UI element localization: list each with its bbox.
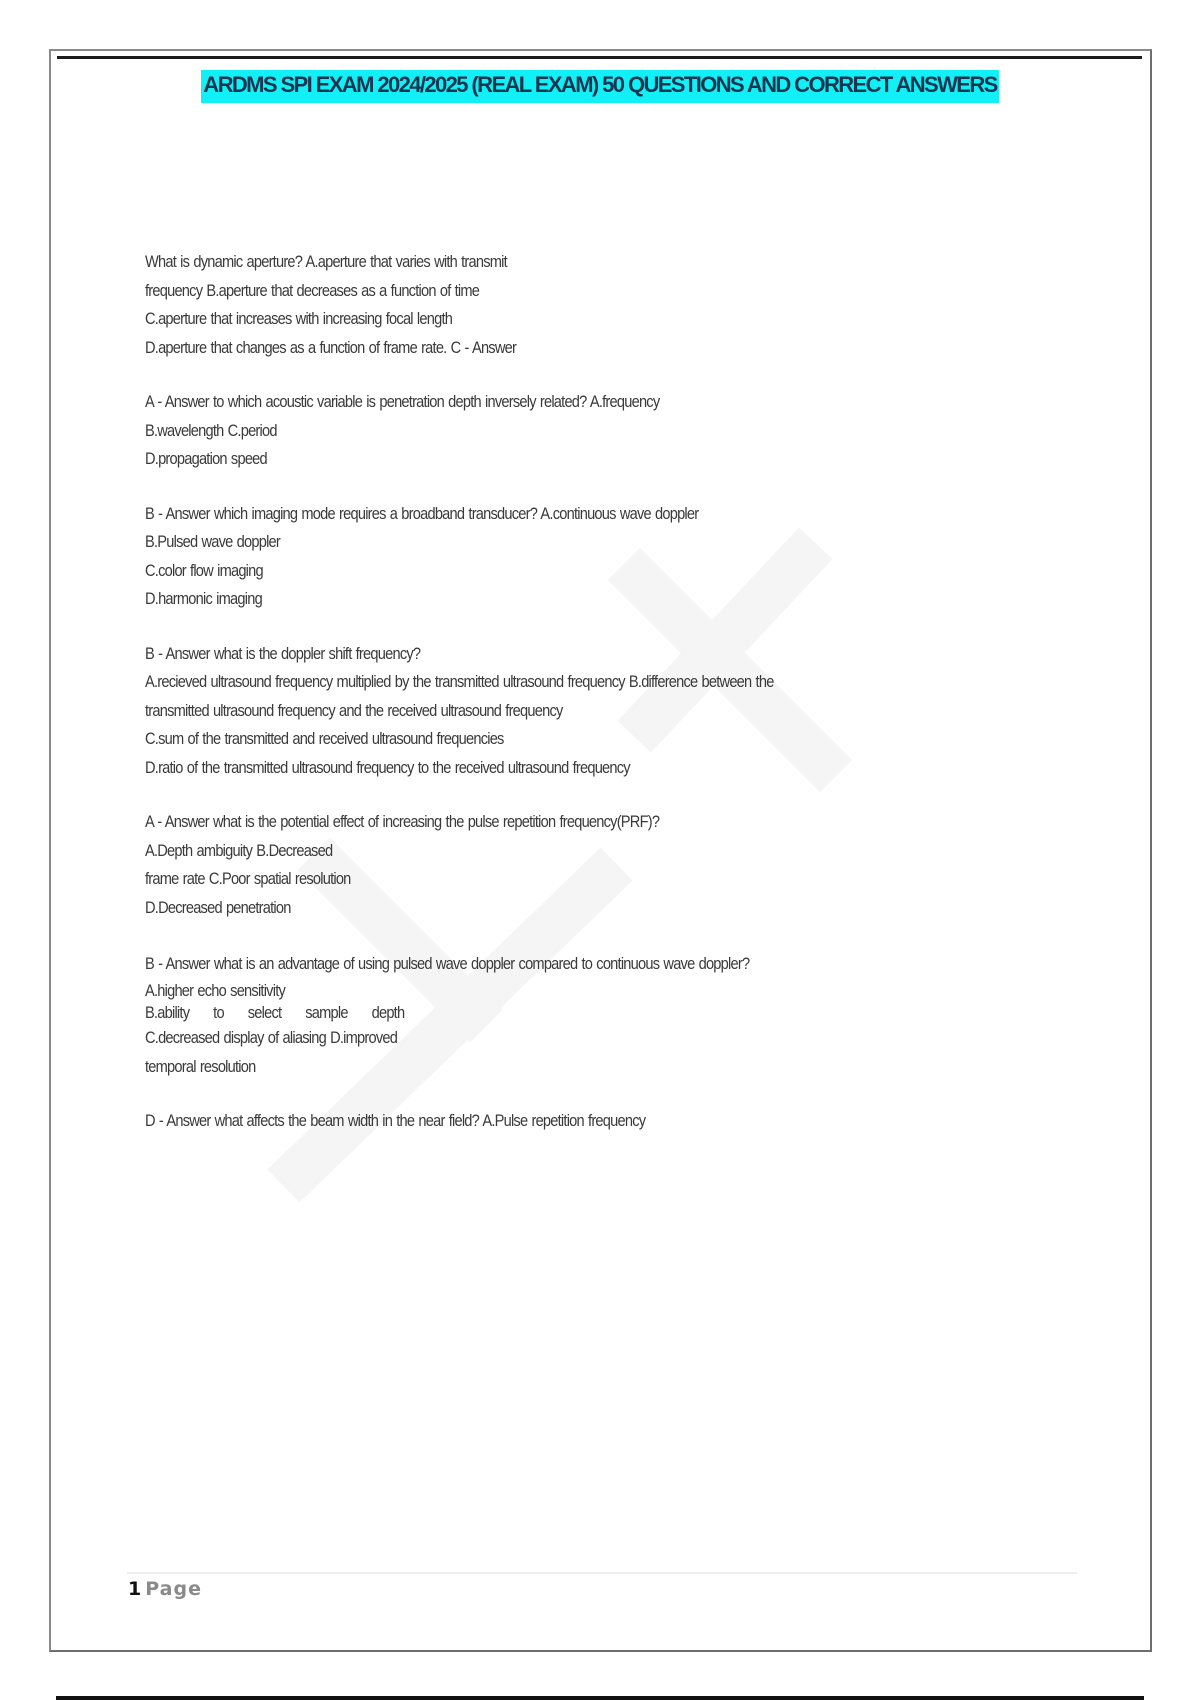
text-line: D - Answer what affects the beam width in the near field? A.Pulse repetition frequency xyxy=(145,1111,646,1130)
text-line: C.color flow imaging xyxy=(145,560,263,580)
text-line: frame rate C.Poor spatial resolution xyxy=(145,869,351,888)
title-container xyxy=(0,70,1200,103)
text-line: A - Answer to which acoustic variable is penetration depth inversely related? A.frequency xyxy=(145,392,660,411)
text-line: B - Answer which imaging mode requires a broadband transducer? A.continuous wave doppler xyxy=(145,503,699,523)
page-footer xyxy=(128,1578,202,1600)
question-block xyxy=(145,388,1045,474)
text-line: A.Depth ambiguity B.Decreased xyxy=(145,840,333,860)
footer-rule xyxy=(127,1572,1077,1574)
question-block xyxy=(145,808,1045,922)
text-line: C.aperture that increases with increasing focal length xyxy=(145,309,453,328)
next-page-rule xyxy=(56,1696,1144,1700)
text-line: A - Answer what is the potential effect of increasing the pulse repetition frequency(PRF)? xyxy=(145,812,660,831)
text-line: B.wavelength C.period xyxy=(145,420,277,440)
text-line: D.ratio of the transmitted ultrasound frequency to the received ultrasound frequency xyxy=(145,757,630,777)
text-line: D.propagation speed xyxy=(145,449,267,468)
question-block xyxy=(145,1107,1045,1136)
text-line: A.recieved ultrasound frequency multiplied by the transmitted ultrasound frequency B.difference between the xyxy=(145,672,774,691)
text-line: transmitted ultrasound frequency and the received ultrasound frequency xyxy=(145,700,563,720)
text-line: B.Pulsed wave doppler xyxy=(145,532,281,551)
text-line: What is dynamic aperture? A.aperture that varies with transmit xyxy=(145,252,507,271)
document-title: ARDMS SPI EXAM 2024/2025 (REAL EXAM) 50 QUESTIONS AND CORRECT ANSWERS xyxy=(201,70,998,103)
text-line: B - Answer what is the doppler shift frequency? xyxy=(145,643,421,663)
text-line: D.harmonic imaging xyxy=(145,589,262,608)
text-line: temporal resolution xyxy=(145,1056,256,1076)
question-block xyxy=(145,640,1045,783)
page-number: 1 xyxy=(128,1578,142,1600)
text-line: B.ability to select sample depth xyxy=(145,1003,405,1022)
text-line: C.sum of the transmitted and received ultrasound frequencies xyxy=(145,729,504,748)
question-block xyxy=(145,248,1045,362)
text-line: frequency B.aperture that decreases as a function of time xyxy=(145,280,480,300)
text-line: B - Answer what is an advantage of using pulsed wave doppler compared to continuous wave doppler? xyxy=(145,954,750,973)
text-line: D.aperture that changes as a function of frame rate. C - Answer xyxy=(145,337,517,357)
header-rule xyxy=(57,56,1142,59)
text-line: D.Decreased penetration xyxy=(145,897,291,917)
page-label: Page xyxy=(145,1578,202,1600)
question-block xyxy=(145,948,1045,1081)
document-body xyxy=(145,248,1045,1162)
text-line: A.higher echo sensitivity xyxy=(145,981,286,1000)
text-line: C.decreased display of aliasing D.improved xyxy=(145,1028,398,1047)
question-block xyxy=(145,500,1045,614)
